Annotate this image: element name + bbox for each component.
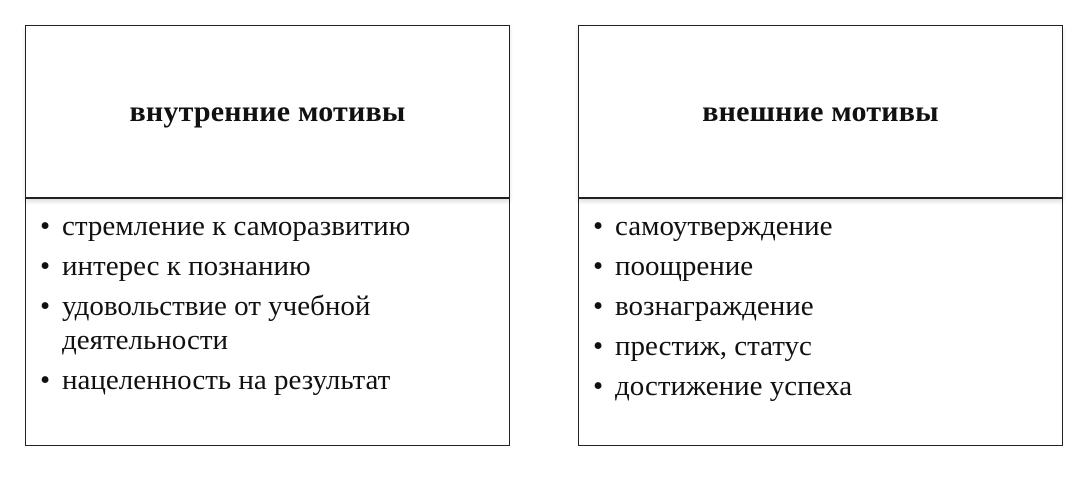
list-item-text: поощрение (615, 250, 754, 282)
list-item-text: престиж, статус (615, 330, 812, 362)
list-item-text: стремление к саморазвитию (62, 210, 411, 242)
bullet-icon: • (593, 210, 604, 242)
list-item (593, 249, 1052, 283)
list-item-text: нацеленность на результат (62, 364, 391, 396)
external-motives-title: внешние мотивы (702, 94, 939, 128)
internal-motives-title: внутренние мотивы (129, 94, 406, 128)
bullet-icon: • (40, 250, 51, 282)
bullet-icon: • (593, 290, 604, 322)
internal-motives-list (40, 209, 499, 403)
list-item (40, 249, 499, 283)
internal-motives-header (25, 25, 510, 199)
list-item (40, 209, 499, 243)
bullet-icon: • (40, 364, 51, 396)
bullet-icon: • (593, 370, 604, 402)
internal-motives-list-box (25, 197, 510, 446)
list-item-text: самоутверждение (615, 210, 833, 242)
external-motives-list-box (578, 197, 1063, 446)
list-item (593, 329, 1052, 363)
list-item (40, 289, 499, 357)
list-item-text: удовольствие от учебной деятельности (62, 290, 371, 356)
list-item-text: интерес к познанию (62, 250, 311, 282)
bullet-icon: • (40, 290, 51, 322)
list-item (593, 209, 1052, 243)
external-motives-header (578, 25, 1063, 199)
list-item (593, 289, 1052, 323)
list-item (593, 369, 1052, 403)
external-motives-list (593, 209, 1052, 409)
bullet-icon: • (593, 250, 604, 282)
list-item-text: вознаграждение (615, 290, 814, 322)
bullet-icon: • (40, 210, 51, 242)
list-item (40, 363, 499, 397)
list-item-text: достижение успеха (615, 370, 853, 402)
bullet-icon: • (593, 330, 604, 362)
